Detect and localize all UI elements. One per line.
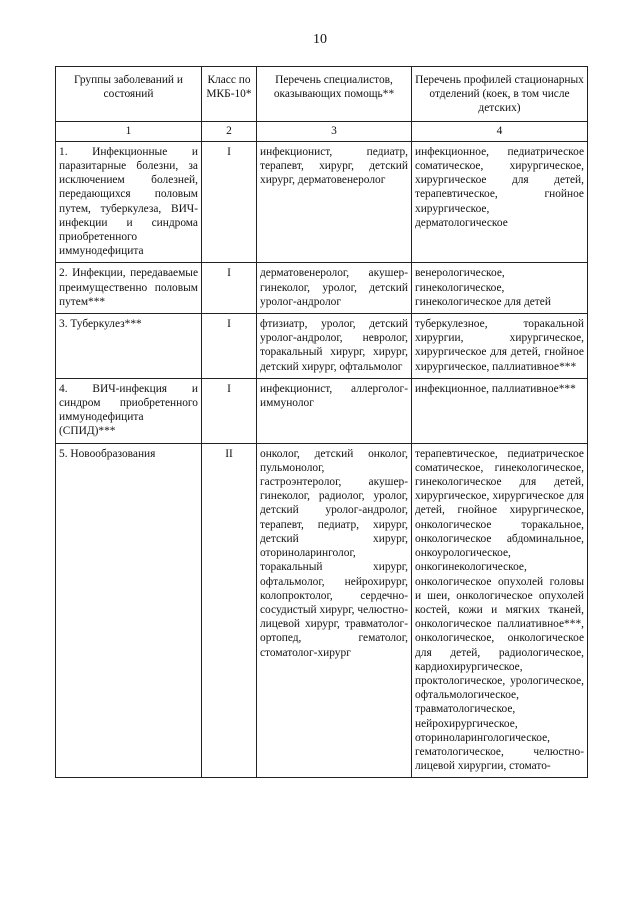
column-number-row [56, 121, 588, 141]
disease-group: 1. Инфекционные и паразитарные болезни, за исключением болезней, передающихся половым путем, туберкулеза, ВИЧ-инфекции и синдрома приобретенного иммунодефицита [56, 141, 202, 263]
specialists-list: дерматовенеролог, акушер-гинеколог, уролог, детский уролог-андролог [257, 263, 412, 314]
specialists-list: фтизиатр, уролог, детский уролог-андролог, невролог, торакальный хирург, хирург, детский хирург, офтальмолог [257, 314, 412, 379]
table-row [56, 443, 588, 778]
table-row [56, 263, 588, 314]
table-header-row [56, 67, 588, 122]
column-number: 3 [257, 121, 412, 141]
header-specialists: Перечень специалистов, оказывающих помощь** [257, 67, 412, 122]
icd-class: I [202, 263, 257, 314]
ward-profiles: венерологическое, гинекологическое, гинекологическое для детей [412, 263, 588, 314]
column-number: 4 [412, 121, 588, 141]
icd-class: I [202, 141, 257, 263]
column-number: 2 [202, 121, 257, 141]
specialists-list: онколог, детский онколог, пульмонолог, гастроэнтеролог, акушер-гинеколог, радиолог, уролог, детский уролог-андролог, терапевт, педиатр, хирург, детский хирург, оториноларинголог, торакальный хирург, офтальмолог, нейрохирург, колопроктолог, сердечно-сосудистый хирург, челюстно-лицевой хирург, травматолог-ортопед, гематолог, стоматолог-хирург [257, 443, 412, 778]
disease-group: 2. Инфекции, передаваемые преимущественно половым путем*** [56, 263, 202, 314]
specialists-list: инфекционист, педиатр, терапевт, хирург, детский хирург, дерматовенеролог [257, 141, 412, 263]
ward-profiles: инфекционное, паллиативное*** [412, 378, 588, 443]
disease-group: 3. Туберкулез*** [56, 314, 202, 379]
icd-class: I [202, 314, 257, 379]
page-number: 10 [313, 32, 327, 47]
icd-class: II [202, 443, 257, 778]
header-class: Класс по МКБ-10* [202, 67, 257, 122]
ward-profiles: инфекционное, педиатрическое соматическое, хирургическое, хирургическое для детей, терапевтическое, гнойное хирургическое, дерматологическое [412, 141, 588, 263]
icd-class: I [202, 378, 257, 443]
ward-profiles: терапевтическое, педиатрическое соматическое, гинекологическое, гинекологическое для детей, хирургическое, хирургическое для детей, гнойное хирургическое, онкологическое торакальное, онкологическое абдоминальное, онкоурологическое, онкогинекологическое, онкологическое опухолей головы и шеи, онкологическое опухолей костей, кожи и мягких тканей, онкологическое паллиативное***, онкологическое, онкологическое для детей, радиологическое, кардиохирургическое, проктологическое, урологическое, офтальмологическое, травматологическое, нейрохирургическое, оториноларингологическое, гематологическое, челюстно-лицевой хирургии, стомато- [412, 443, 588, 778]
column-number: 1 [56, 121, 202, 141]
disease-group: 4. ВИЧ-инфекция и синдром приобретенного иммунодефицита (СПИД)*** [56, 378, 202, 443]
table-row [56, 141, 588, 263]
table-row [56, 314, 588, 379]
ward-profiles: туберкулезное, торакальной хирургии, хирургическое, хирургическое для детей, гнойное хирургическое, паллиативное*** [412, 314, 588, 379]
specialists-list: инфекционист, аллерголог-иммунолог [257, 378, 412, 443]
header-groups: Группы заболеваний и состояний [56, 67, 202, 122]
header-profiles: Перечень профилей стационарных отделений (коек, в том числе детских) [412, 67, 588, 122]
disease-group: 5. Новообразования [56, 443, 202, 778]
diseases-table [55, 66, 588, 778]
table-row [56, 378, 588, 443]
